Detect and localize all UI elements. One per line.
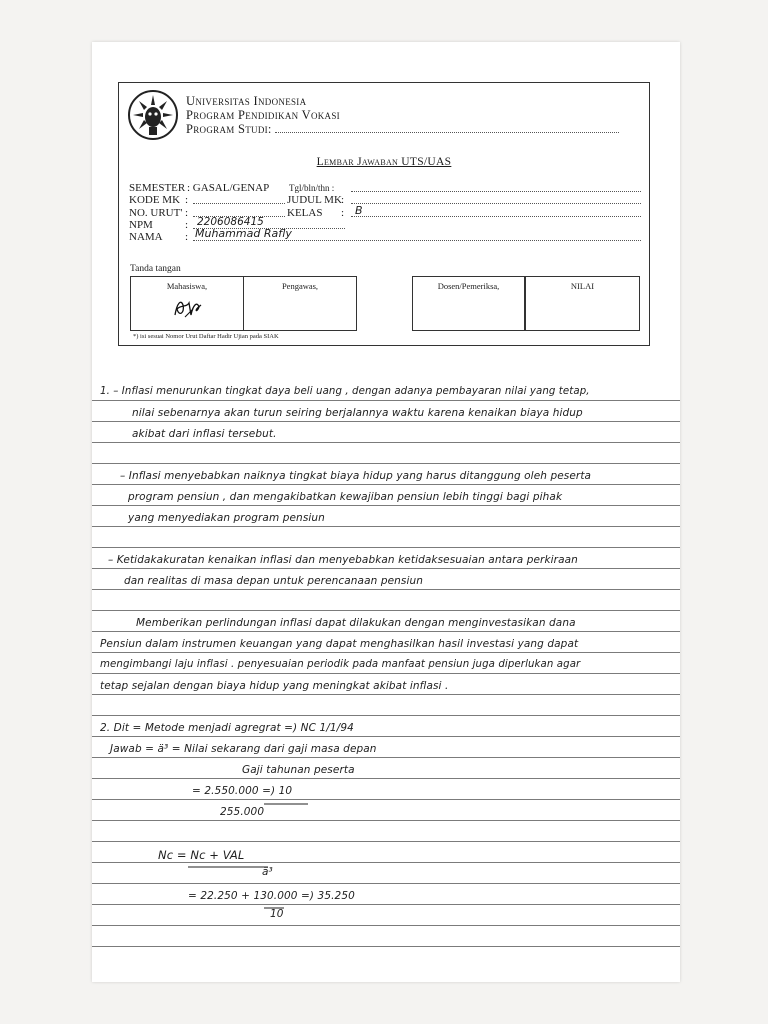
answer-line: Pensiun dalam instrumen keuangan yang dapat menghasilkan hasil investasi yang dapat	[100, 638, 579, 650]
answer-line: = 2.550.000 =) 10	[192, 785, 293, 797]
ruled-line	[92, 463, 680, 464]
answer-line: Gaji tahunan peserta	[242, 764, 355, 776]
study-program-label: Program Studi:	[186, 122, 272, 136]
npm-colon: :	[185, 218, 189, 231]
ruled-line	[92, 568, 680, 569]
answer-line: nilai sebenarnya akan turun seiring berjalannya waktu karena kenaikan biaya hidup	[132, 407, 583, 419]
nilai-box	[525, 276, 640, 331]
date-label: Tgl/bln/thn :	[289, 183, 335, 193]
sheet-title: Lembar Jawaban UTS/UAS	[316, 156, 452, 168]
answer-line: yang menyediakan program pensiun	[128, 512, 325, 524]
ruled-line	[92, 589, 680, 590]
student-signature	[171, 295, 207, 321]
answer-line: Nc = Nc + VAL	[158, 848, 245, 862]
kelas-field	[351, 216, 641, 217]
sheet-title-wrap	[119, 156, 649, 168]
ruled-line	[92, 946, 680, 947]
ruled-line	[92, 841, 680, 842]
answer-line: akibat dari inflasi tersebut.	[132, 428, 277, 440]
kelas-colon: :	[341, 206, 345, 219]
answer-line: 2. Dit = Metode menjadi agregrat =) NC 1/1/94	[100, 722, 354, 734]
pengawas-signature-box	[243, 276, 357, 331]
institution-block	[186, 94, 619, 136]
ruled-line	[92, 610, 680, 611]
ruled-line	[92, 904, 680, 905]
fraction-bar	[264, 802, 308, 806]
ruled-line	[92, 778, 680, 779]
ruled-line	[92, 442, 680, 443]
ruled-line	[92, 925, 680, 926]
answer-line: ä³	[262, 866, 273, 878]
university-logo	[127, 89, 179, 141]
answer-sheet	[92, 42, 680, 982]
ruled-line	[92, 505, 680, 506]
ruled-line	[92, 694, 680, 695]
ruled-line	[92, 757, 680, 758]
fraction-bar	[188, 865, 268, 869]
nama-label: NAMA	[129, 231, 163, 244]
ruled-line	[92, 631, 680, 632]
answer-line: 255.000	[220, 806, 265, 818]
study-program-field	[275, 132, 619, 133]
semester-value: : GASAL/GENAP	[187, 182, 270, 194]
answer-line: = 22.250 + 130.000 =) 35.250	[188, 890, 355, 902]
nama-colon: :	[185, 231, 189, 244]
signature-label: Tanda tangan	[130, 264, 181, 274]
nourut-label: NO. URUT'	[129, 206, 183, 219]
nourut-colon: :	[185, 206, 189, 219]
semester-label: SEMESTER	[129, 182, 186, 194]
ruled-line	[92, 652, 680, 653]
answer-line: 1. – Inflasi menurunkan tingkat daya beli uang , dengan adanya pembayaran nilai yang tetap,	[100, 386, 590, 397]
judul-colon: :	[341, 194, 345, 207]
pengawas-label: Pengawas,	[281, 281, 319, 291]
ruled-line	[92, 673, 680, 674]
ruled-line	[92, 715, 680, 716]
answer-line: mengimbangi laju inflasi . penyesuaian periodik pada manfaat pensiun juga diperlukan agar	[100, 659, 581, 670]
answer-line: 10	[270, 908, 284, 920]
ruled-line	[92, 484, 680, 485]
exam-header-box	[118, 82, 650, 346]
kode-field	[193, 203, 285, 204]
ruled-line	[92, 820, 680, 821]
judul-field	[351, 203, 641, 204]
mahasiswa-signature-box	[130, 276, 244, 331]
footnote: *) isi sesuai Nomor Urut Daftar Hadir Ujian pada SIAK	[133, 333, 279, 340]
npm-label: NPM	[129, 218, 153, 231]
answer-line: tetap sejalan dengan biaya hidup yang meningkat akibat inflasi .	[100, 680, 449, 692]
nilai-label: NILAI	[570, 281, 595, 291]
university-name: Universitas Indonesia	[186, 94, 307, 108]
ruled-line	[92, 421, 680, 422]
answer-line: Jawab = ä³ = Nilai sekarang dari gaji masa depan	[110, 743, 377, 755]
ruled-line	[92, 547, 680, 548]
ruled-line	[92, 799, 680, 800]
answer-line: Memberikan perlindungan inflasi dapat dilakukan dengan menginvestasikan dana	[136, 617, 576, 629]
ruled-line	[92, 736, 680, 737]
dosen-label: Dosen/Pemeriksa,	[437, 281, 500, 291]
ruled-line	[92, 883, 680, 884]
ruled-line	[92, 526, 680, 527]
nama-handwritten: Muhammad Rafly	[195, 227, 292, 241]
program-name: Program Pendidikan Vokasi	[186, 108, 340, 122]
answer-line: program pensiun , dan mengakibatkan kewajiban pensiun lebih tinggi bagi pihak	[128, 491, 563, 503]
kode-colon: :	[185, 194, 189, 207]
date-field	[351, 191, 641, 192]
kode-label: KODE MK	[129, 194, 181, 207]
ruled-line	[92, 862, 680, 863]
judul-label: JUDUL MK	[287, 194, 342, 207]
npm-handwritten: 2206086415	[197, 215, 264, 228]
ruled-line	[92, 400, 680, 401]
answer-line: – Inflasi menyebabkan naiknya tingkat biaya hidup yang harus ditanggung oleh peserta	[120, 470, 592, 482]
dosen-signature-box	[412, 276, 525, 331]
mahasiswa-label: Mahasiswa,	[166, 281, 208, 291]
kelas-label: KELAS	[287, 206, 323, 219]
answer-line: dan realitas di masa depan untuk perencanaan pensiun	[124, 575, 423, 587]
nama-field	[193, 240, 641, 241]
fraction-bar	[264, 906, 284, 910]
answer-line: – Ketidakakuratan kenaikan inflasi dan menyebabkan ketidaksesuaian antara perkiraan	[108, 554, 578, 566]
kelas-handwritten: B	[355, 203, 363, 217]
